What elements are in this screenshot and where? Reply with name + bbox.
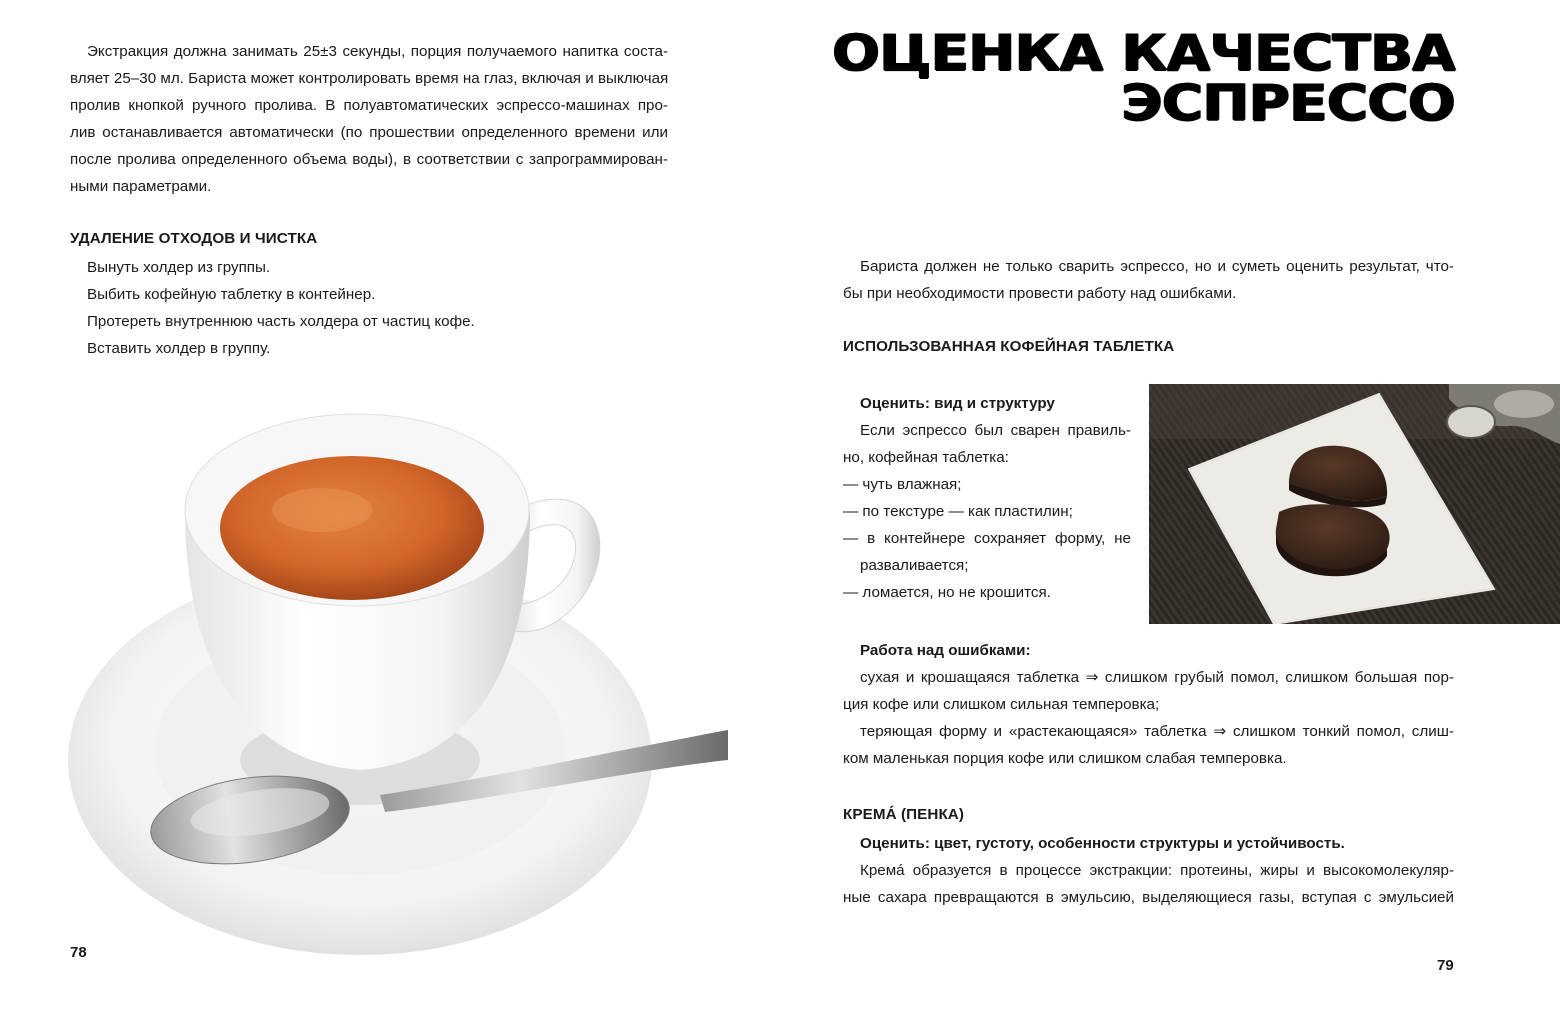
text-line: — ломается, но не крошится. (843, 584, 1051, 601)
cleaning-step: Вставить холдер в группу. (87, 340, 271, 357)
text-line: лив останавливается автоматически (по прошествии определенного времени или (70, 124, 668, 141)
errors-label: Работа над ошибками: (860, 642, 1031, 659)
text-line: — в контейнере сохраняет форму, не (843, 530, 1131, 547)
cleaning-heading: УДАЛЕНИЕ ОТХОДОВ И ЧИСТКА (70, 230, 318, 247)
right-page (780, 0, 1560, 1024)
tablet-assessment (843, 390, 1131, 606)
crema-section (843, 830, 1454, 911)
text-line: сухая и крошащаяся таблетка ⇒ слишком грубый помол, слишком большая пор- (860, 669, 1454, 686)
cleaning-step: Вынуть холдер из группы. (87, 259, 271, 276)
cleaning-step: Протереть внутреннюю часть холдера от частиц кофе. (87, 313, 475, 330)
text-line: после пролива определенного объема воды), в соответствии с запрограммирован- (70, 151, 668, 168)
used-coffee-tablet-photo (1149, 384, 1560, 624)
text-line: теряющая форму и «растекающаяся» таблетка ⇒ слишком тонкий помол, слиш- (860, 723, 1454, 740)
text-line: ция кофе или слишком сильная темперовка; (843, 696, 1160, 713)
errors-section (843, 637, 1454, 772)
right-intro-paragraph (843, 253, 1454, 307)
text-line: Бариста должен не только сварить эспрессо, но и суметь оценить результат, что- (860, 258, 1454, 275)
tablet-heading: ИСПОЛЬЗОВАННАЯ КОФЕЙНАЯ ТАБЛЕТКА (843, 338, 1175, 355)
tablet-assess-label: Оценить: вид и структуру (860, 395, 1055, 412)
page-number: 79 (1437, 957, 1454, 974)
text-line: вляет 25–30 мл. Бариста может контролировать время на глаз, включая и выключая (70, 70, 669, 87)
crema-assess: Оценить: цвет, густоту, особенности структуры и устойчивость. (860, 835, 1345, 852)
crema-heading: КРЕМÁ (ПЕНКА) (843, 806, 965, 823)
text-line: — по текстуре — как пластилин; (843, 503, 1073, 520)
text-line: ком маленькая порция кофе или слишком слабая темперовка. (843, 750, 1287, 767)
cleaning-steps-list (70, 254, 670, 362)
text-line: Если эспрессо был сварен правиль- (860, 422, 1131, 439)
title-line: ЭСПРЕССО (1121, 74, 1455, 132)
page-title (832, 24, 1455, 132)
text-line: пролив кнопкой ручного пролива. В полуавтоматических эспрессо-машинах про- (70, 97, 668, 114)
text-line: Экстракция должна занимать 25±3 секунды, порция получаемого напитка соста- (87, 43, 668, 60)
text-line: ными параметрами. (70, 178, 212, 195)
text-line: бы при необходимости провести работу над ошибками. (843, 285, 1237, 302)
text-line: ные сахара превращаются в эмульсию, выделяющиеся газы, вступая с эмульсией (843, 889, 1454, 906)
cleaning-step: Выбить кофейную таблетку в контейнер. (87, 286, 376, 303)
text-line: Кремá образуется в процессе экстракции: протеины, жиры и высокомолекуляр- (860, 862, 1454, 879)
left-intro-paragraph (70, 38, 668, 200)
text-line: разваливается; (860, 557, 969, 574)
title-line: ОЦЕНКА КАЧЕСТВА (832, 24, 1455, 82)
espresso-cup-photo (60, 400, 730, 960)
text-line: — чуть влажная; (843, 476, 962, 493)
page-number: 78 (70, 944, 87, 961)
text-line: но, кофейная таблетка: (843, 449, 1009, 466)
